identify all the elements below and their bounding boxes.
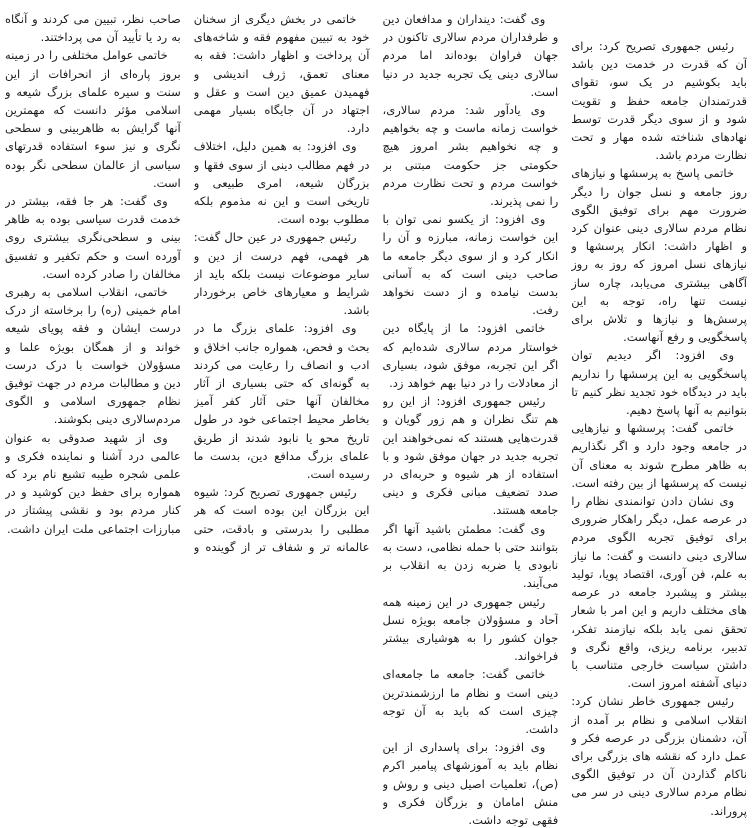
article-paragraph: خاتمی گفت: جامعه ما جامعه‌ای دینی است و نظام ما ارزشمندترین چیزی است که باید به آن توجه داشت.: [382, 667, 559, 736]
article-paragraph: وی گفت: هر جا فقه، بیشتر در خدمت قدرت سیاسی بوده به ظاهر بینی و سطحی‌نگری بیشتری روی آورده است و حکم تکفیر و تفسیق مخالفان را صادر کرده است.: [5, 194, 181, 281]
article-paragraph: خاتمی در بخش دیگری از سخنان خود به تبیین مفهوم فقه و شاخه‌های آن پرداخت و اظهار داشت: فقه به معنای تعمق، ژرف اندیشی و فهمیدن عمیق دین است و عقل و اجتهاد در آن جایگاه بسیار مهمی دارد.: [193, 12, 370, 136]
article-paragraph: وی افزود: از یکسو نمی توان با این خواست زمانه، مبارزه و آن را انکار کرد و از سوی دیگر جامعه ما صاحب دینی است که به آسانی بدست نیامده و از دست نخواهد رفت.: [382, 212, 559, 318]
article-column-2: [383, 10, 559, 828]
article-paragraph: خاتمی، انقلاب اسلامی به رهبری امام خمینی (ره) را برخاسته از درک درست ایشان و فقه پویای شیعه خواند و از همگان بویژه علما و مسؤولان خواست با درک درست دین و مطالبات مردم در جهت توفیق نظام جمهوری اسلامی و الگوی مردم‌سالاری دینی بکوشند.: [5, 285, 181, 427]
article-paragraph: وی یادآور شد: مردم سالاری، خواست زمانه ماست و چه بخواهیم و چه نخواهیم بشر امروز هیچ حکومتی جز حکومت مبتنی بر خواست مردم و تحت نظارت مردم را نمی پذیرند.: [382, 103, 559, 209]
article-paragraph: رئیس جمهوری خاطر نشان کرد: انقلاب اسلامی و نظام بر آمده از آن، دشمنان بزرگی در عرصه فکر و عمل دارد که نقشه های بزرگی برای ناکام گذاردن آن در توفیق الگوی نظام مردم سالاری دینی در سر می پروراند.: [571, 694, 747, 818]
article-paragraph: خاتمی عوامل مختلفی را در زمینه بروز پاره‌ای از انحرافات از این سنت و سیره علمای بزرگ شیعه و اسلامی مؤثر دانست که مهمترین آنها گرایش به ظاهربینی و سطحی نگری و نیز سوء استفاده قدرتهای سیاسی از عالمان سطحی نگر بوده است.: [5, 48, 181, 190]
article-paragraph: وی افزود: علمای بزرگ ما در بحث و فحص، همواره جانب اخلاق و ادب و انصاف را رعایت می کردند به گونه‌ای که حتی بسیاری از آثار مخالفان آنها حتی آثار کفر آمیز بخاطر محیط اجتماعی خود در طول تاریخ محو یا نابود شدند از طریق علمای بزرگ مدافع دین، بدست ما رسیده است.: [193, 321, 370, 482]
article-paragraph: خاتمی پاسخ به پرسشها و نیازهای روز جامعه و نسل جوان را دیگر ضرورت مهم برای توفیق الگوی نظام مردم سالاری دینی عنوان کرد و اظهار داشت: انکار پرسشها و نیازهای نسل امروز که روز به روز آگاهی بیشتری می‌یابد، چاره ساز نیست تنها راه، توجه به این پرسش‌ها و نیازها و تلاش برای پاسخگویی و رفع آنهاست.: [571, 166, 747, 345]
article-paragraph: خاتمی گفت: پرسشها و نیازهایی در جامعه وجود دارد و اگر نگذاریم به ظاهر مطرح شوند به معنای آن نیست که پرسشها از بین رفته است.: [571, 421, 747, 490]
article-paragraph: صاحب نظر، تبیین می کردند و آنگاه به رد یا تأیید آن می پرداختند.: [5, 12, 181, 45]
article-paragraph: وی افزود: به همین دلیل، اختلاف در فهم مطالب دینی از سوی فقها و بزرگان شیعه، امری طبیعی و تاریخی است و این نه مذموم بلکه مطلوب بوده است.: [193, 139, 370, 227]
article-paragraph: رئیس جمهوری تصریح کرد: برای آن که قدرت در خدمت دین باشد باید بکوشیم در یک سو، تقوای قدرتمندان جامعه حفظ و تقویت شود و از سوی دیگر قدرت توسط نهادهای شناخته شده مهار و تحت نظارت مردم باشد.: [571, 39, 747, 163]
article-paragraph: رئیس جمهوری افزود: از این رو هم تنگ نظران و هم زور گویان و قدرت‌هایی هستند که نمی‌خواهند این تجربه جدید در جهان موفق شود و با استفاده از هر شیوه و حربه‌ای در صدد تضعیف مبانی فکری و دینی جامعه هستند.: [382, 394, 559, 518]
article-paragraph: وی گفت: مطمئن باشید آنها اگر بتوانند حتی با حمله نظامی، دست به نابودی یا ضربه زدن به انقلاب بر می‌آیند.: [382, 521, 559, 591]
article-paragraph: وی افزود: برای پاسداری از این نظام باید به آموزشهای پیامبر اکرم (ص)، تعلمیات اصیل دینی و روش و منش امامان و بزرگان فکری و فقهی توجه داشت.: [382, 740, 559, 827]
article-paragraph: وی از شهید صدوقی به عنوان عالمی درد آشنا و نماینده فکری و علمی شجره طیبه تشیع نام برد که همواره برای حفظ دین کوشید و در کنار مردم بود و نقشی پیشتاز در مبارزات اجتماعی ملت ایران داشت.: [5, 430, 181, 536]
article-paragraph: خاتمی افزود: ما از پایگاه دین خواستار مردم سالاری شده‌ایم که اگر این تجربه، موفق شود، بسیاری از معادلات را در دنیا بهم خواهد زد.: [382, 321, 559, 391]
article-paragraph: وی نشان دادن توانمندی نظام را در عرصه عمل، دیگر راهکار ضروری برای توفیق تجربه الگوی مردم سالاری دینی دانست و گفت: ما نیاز به علم، فن آوری، اقتصاد پویا، تولید بیشتر و پیشبرد جامعه در عرصه های مختلف داریم و این امر با شعار تحقق نمی یابد بلکه نیازمند تفکر، تدبیر، برنامه ریزی، واقع نگری و داشتن سیاست خارجی متناسب با دنیای آشفته امروز است.: [571, 494, 747, 691]
article-paragraph: رئیس جمهوری در عین حال گفت: هر فهمی، فهم درست از دین و سایر موضوعات نیست بلکه باید از شرایط و معیارهای خاص برخوردار باشد.: [193, 230, 370, 318]
article-paragraph: رئیس جمهوری در این زمینه همه آحاد و مسؤولان جامعه بویژه نسل جوان کشور را به هوشیاری بیشتر فراخواند.: [382, 594, 559, 664]
article-column-1: [571, 10, 747, 828]
article-paragraph: رئیس جمهوری تصریح کرد: شیوه این بزرگان این بوده است که هر مطلبی را بدرستی و بادقت، حتی عالمانه تر و شفاف تر از گوینده و: [193, 485, 370, 554]
article-paragraph: وی گفت: دینداران و مدافعان دین و طرفداران مردم سالاری تاکنون در جهان فراوان بوده‌اند اما مردم سالاری دینی یک تجربه جدید در دنیا است.: [382, 12, 559, 99]
article-paragraph: وی افزود: اگر دیدیم توان پاسخگویی به این پرسشها را نداریم باید در دیدگاه خود تجدید نظر کنیم تا بتوانیم به آنها پاسخ دهیم.: [571, 348, 747, 418]
article-column-4: [5, 10, 181, 828]
article-column-3: [194, 10, 370, 828]
